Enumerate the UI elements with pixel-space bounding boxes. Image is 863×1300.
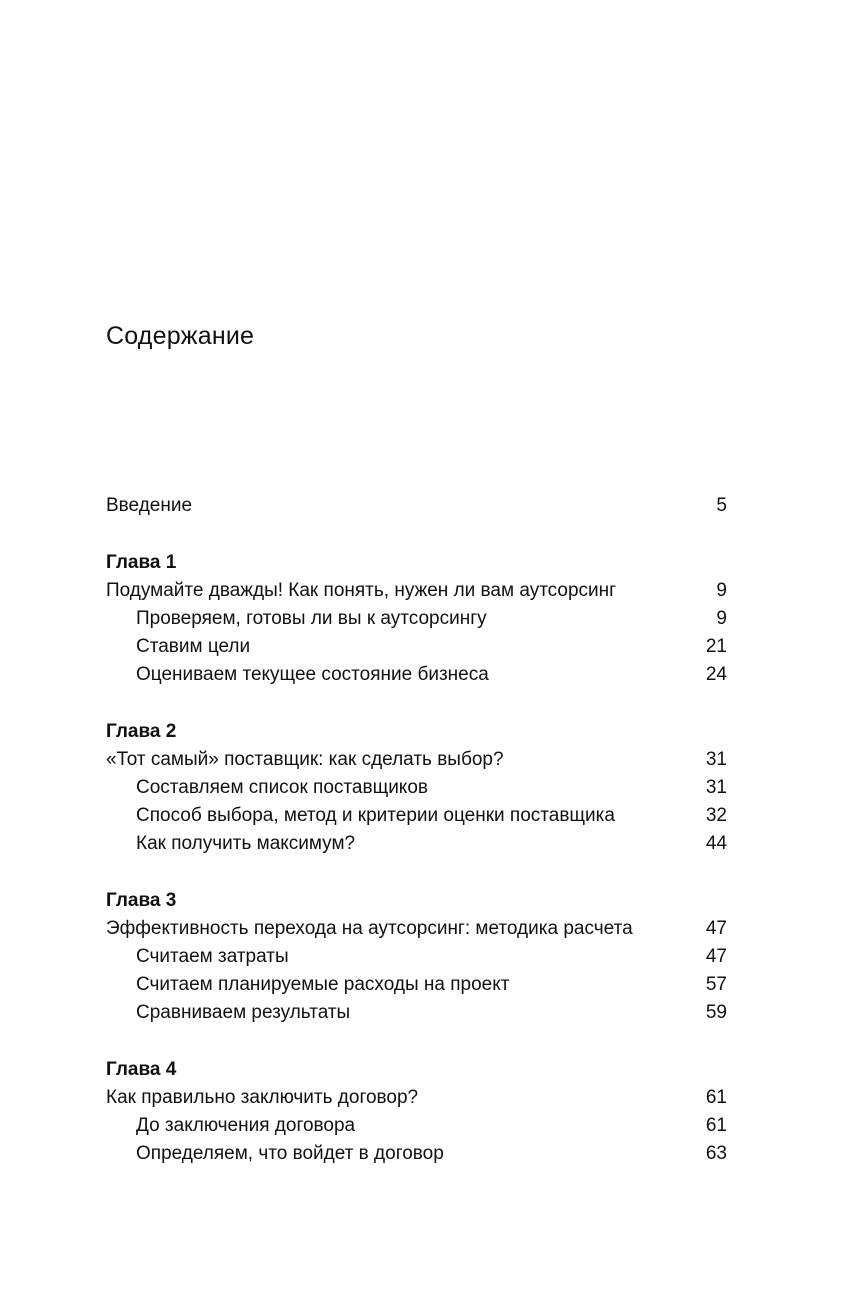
toc-entry-label: Определяем, что войдет в договор — [136, 1143, 444, 1164]
toc-entry-label: Проверяем, готовы ли вы к аутсорсингу — [136, 608, 487, 629]
toc-entry-label: Эффективность перехода на аутсорсинг: методика расчета — [106, 918, 633, 939]
toc-entry-label: До заключения договора — [136, 1115, 356, 1136]
toc-entry-subsection — [106, 1112, 727, 1140]
toc-entry-page-number: 5 — [716, 495, 727, 516]
toc-entry-label: Составляем список поставщиков — [136, 777, 428, 798]
toc-entry-introduction — [106, 492, 727, 520]
toc-entry-subsection — [106, 971, 727, 999]
toc-entry-subsection — [106, 661, 727, 689]
toc-entry-page-number: 24 — [705, 664, 727, 685]
page-title: Содержание — [106, 322, 255, 350]
toc-entry-subsection — [106, 999, 727, 1027]
chapter-4-section — [106, 1056, 727, 1168]
chapter-heading: Глава 1 — [106, 552, 177, 573]
toc-entry-label: Сравниваем результаты — [136, 1002, 351, 1023]
toc-entry-page-number: 47 — [705, 946, 727, 967]
toc-entry-label: Как правильно заключить договор? — [106, 1087, 419, 1108]
toc-entry-chapter-title — [106, 915, 727, 943]
toc-entry-label: Оцениваем текущее состояние бизнеса — [136, 664, 489, 685]
toc-entry-subsection — [106, 1140, 727, 1168]
toc-entry-chapter-title — [106, 577, 727, 605]
toc-entry-chapter-title — [106, 746, 727, 774]
chapter-heading: Глава 3 — [106, 890, 177, 911]
toc-entry-page-number: 63 — [705, 1143, 727, 1164]
toc-entry-page-number: 9 — [716, 580, 727, 601]
toc-entry-label: Как получить максимум? — [136, 833, 356, 854]
toc-entry-page-number: 32 — [705, 805, 727, 826]
toc-entry-label: Считаем затраты — [136, 946, 289, 967]
chapter-1-section — [106, 549, 727, 689]
chapter-2-section — [106, 718, 727, 858]
toc-entry-page-number: 31 — [705, 749, 727, 770]
chapter-3-section — [106, 887, 727, 1027]
toc-entry-page-number: 44 — [705, 833, 727, 854]
toc-entry-label: Считаем планируемые расходы на проект — [136, 974, 510, 995]
toc-entry-page-number: 47 — [705, 918, 727, 939]
toc-entry-page-number: 9 — [716, 608, 727, 629]
chapter-heading: Глава 2 — [106, 721, 177, 742]
toc-entry-subsection — [106, 633, 727, 661]
toc-entry-subsection — [106, 802, 727, 830]
table-of-contents — [106, 492, 727, 1168]
toc-entry-page-number: 61 — [705, 1087, 727, 1108]
chapter-heading: Глава 4 — [106, 1059, 177, 1080]
toc-entry-page-number: 57 — [705, 974, 727, 995]
toc-entry-label: Введение — [106, 495, 193, 516]
toc-entry-page-number: 21 — [705, 636, 727, 657]
toc-entry-subsection — [106, 943, 727, 971]
toc-entry-label: Ставим цели — [136, 636, 251, 657]
toc-entry-label: Способ выбора, метод и критерии оценки поставщика — [136, 805, 615, 826]
toc-entry-page-number: 61 — [705, 1115, 727, 1136]
toc-entry-chapter-title — [106, 1084, 727, 1112]
toc-entry-label: «Тот самый» поставщик: как сделать выбор? — [106, 749, 504, 770]
toc-entry-page-number: 59 — [705, 1002, 727, 1023]
toc-entry-page-number: 31 — [705, 777, 727, 798]
toc-entry-label: Подумайте дважды! Как понять, нужен ли вам аутсорсинг — [106, 580, 617, 601]
toc-entry-subsection — [106, 774, 727, 802]
toc-entry-subsection — [106, 605, 727, 633]
toc-entry-subsection — [106, 830, 727, 858]
